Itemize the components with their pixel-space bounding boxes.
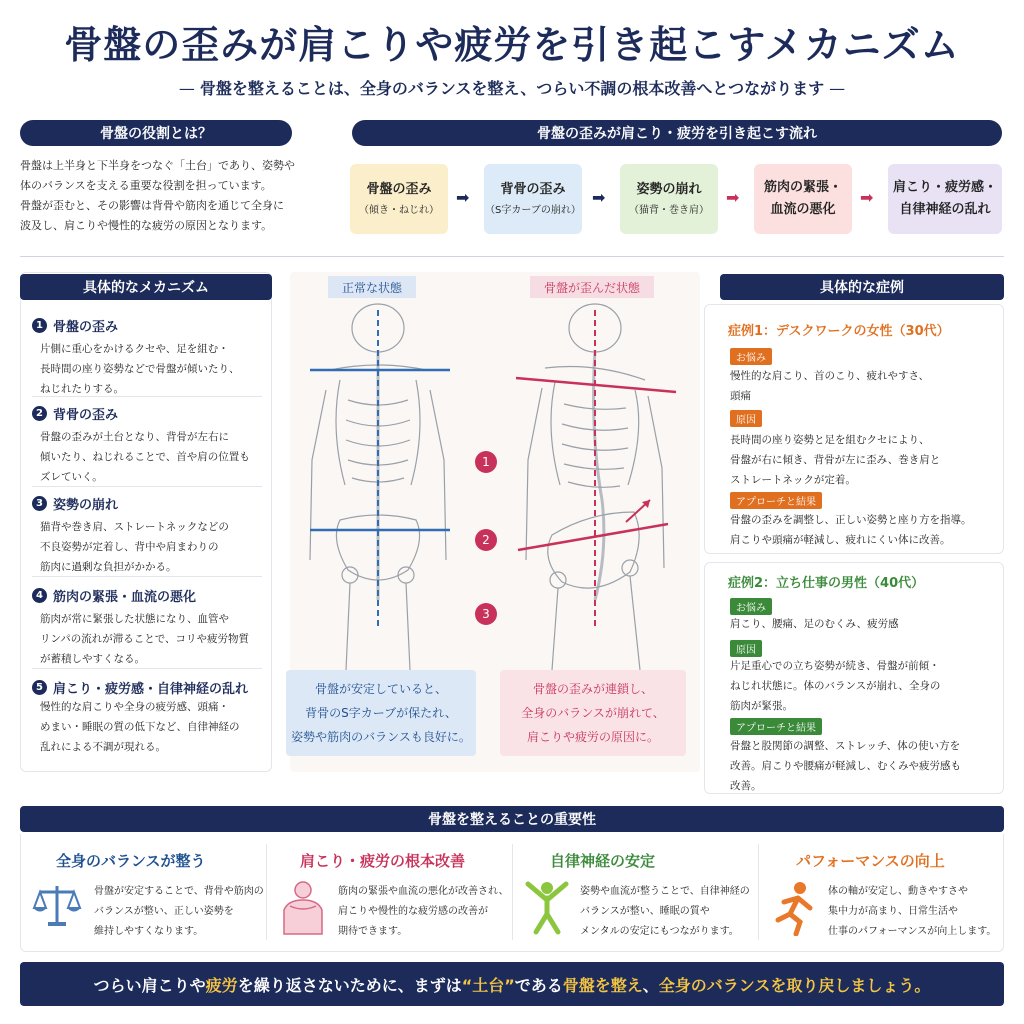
marker-3: 3 (475, 603, 497, 625)
mechanism-line: 片側に重心をかけるクセや、足を組む・ (40, 343, 229, 355)
normal-note (286, 670, 476, 756)
flow-step-label: 骨盤の歪み (366, 182, 432, 197)
mechanism-line: リンパの流れが滞ることで、コリや疲労物質 (40, 633, 250, 645)
arrow-right-icon: ➡ (456, 188, 470, 207)
normal-note-line: 背骨のS字カーブが保たれ、 (305, 706, 457, 720)
mechanism-line: 筋肉に過剰な負担がかかる。 (40, 561, 177, 573)
case1-title: 症例1：デスクワークの女性（30代） (728, 324, 950, 339)
arrow-right-icon: ➡ (726, 188, 740, 207)
role-line: 骨盤は上半身と下半身をつなぐ「土台」であり、姿勢や (20, 159, 295, 172)
case-line: 改善。 (730, 780, 762, 792)
importance-line: 肩こりや慢性的な疲労感の改善が (338, 906, 488, 917)
subtitle-text: 骨盤を整えることは、全身のバランスを整え、つらい不調の根本改善へとつながります (199, 79, 825, 98)
distorted-pelvis (548, 512, 639, 588)
case2-tag-cause: 原因 (730, 640, 762, 657)
case1-tag-worry: お悩み (730, 348, 772, 365)
mechanism-title: 背骨の歪み (53, 408, 119, 423)
mechanism-separator (32, 668, 262, 669)
flow-step-posture (620, 164, 718, 234)
arrow-right-icon: ➡ (860, 188, 874, 207)
importance-title: 自律神経の安定 (550, 852, 656, 870)
cases-heading: 具体的な症例 (720, 274, 1004, 300)
case-line: 頭痛 (730, 390, 751, 402)
case1-worry-text (730, 366, 929, 406)
mechanism-line: 不良姿勢が定着し、背中や肩まわりの (40, 541, 219, 553)
distorted-hip-right (622, 560, 638, 576)
flow-step-sub: （猫背・巻き肩） (629, 205, 709, 216)
case-line: ねじれ状態に。体のバランスが崩れ、全身の (730, 680, 941, 692)
distorted-note-line: 全身のバランスが崩れて、 (521, 706, 665, 720)
case1-approach-text (730, 510, 972, 550)
mechanism-title: 骨盤の歪み (53, 320, 119, 335)
mechanism-line: 骨盤の歪みが土台となり、背骨が左右に (40, 431, 229, 443)
distorted-note-line: 骨盤の歪みが連鎖し、 (532, 682, 653, 696)
mechanism-line: 傾いたり、ねじれることで、首や肩の位置も (40, 451, 250, 463)
importance-text (94, 882, 264, 942)
mechanism-separator (32, 396, 262, 397)
importance-text (828, 882, 996, 942)
importance-line: 体の軸が安定し、動きやすさや (828, 886, 968, 897)
flow-step-pelvis (350, 164, 448, 234)
importance-line: 維持しやすくなります。 (94, 926, 204, 937)
marker-2: 2 (475, 529, 497, 551)
role-line: 波及し、肩こりや慢性的な疲労の原因となります。 (20, 219, 273, 232)
case-line: 骨盤と股関節の調整、ストレッチ、体の使い方を (730, 740, 961, 752)
footer-highlight: 疲労 (205, 975, 238, 995)
importance-line: 姿勢や血流が整うことで、自律神経の (580, 886, 750, 897)
shoulder-body-icon (278, 880, 328, 936)
importance-title: 全身のバランスが整う (56, 852, 206, 870)
number-badge: 3 (32, 496, 47, 511)
page-subtitle (0, 76, 1024, 99)
mechanism-line: 乱れによる不調が現れる。 (40, 741, 166, 753)
number-badge: 4 (32, 588, 47, 603)
importance-line: 筋肉の緊張や血流の悪化が改善され、 (338, 886, 509, 897)
case-line: 筋肉が緊張。 (730, 700, 793, 712)
footer-highlight: 骨盤を整え (562, 975, 643, 995)
mechanism-line: 猫背や巻き肩、ストレートネックなどの (40, 521, 229, 533)
flow-step-label-2: 血流の悪化 (770, 202, 836, 217)
flow-step-label-2: 自律神経の乱れ (899, 202, 991, 217)
importance-line: メンタルの安定にもつながります。 (580, 926, 739, 937)
case-line: ストレートネックが定着。 (730, 474, 856, 486)
case2-tag-worry: お悩み (730, 598, 772, 615)
footer-text: つらい肩こりや (93, 975, 206, 995)
mechanism-item (32, 404, 262, 487)
case2-approach-text (730, 736, 961, 796)
mechanism-item (32, 586, 262, 669)
mechanism-separator (32, 486, 262, 487)
case1-tag-approach: アプローチと結果 (730, 492, 822, 509)
importance-title: 肩こり・疲労の根本改善 (300, 852, 466, 870)
mechanism-line: 慢性的な肩こりや全身の疲労感、頭痛・ (40, 701, 229, 713)
flow-step-label: 筋肉の緊張・ (763, 180, 842, 195)
arrow-right-icon: ➡ (592, 188, 606, 207)
case-line: 長時間の座り姿勢と足を組むクセにより、 (730, 434, 930, 446)
distorted-note-line: 肩こりや疲労の原因に。 (526, 730, 659, 744)
normal-note-line: 骨盤が安定していると、 (314, 682, 447, 696)
case2-cause-text (730, 656, 940, 716)
footer-banner (20, 962, 1004, 1006)
importance-text (338, 882, 509, 942)
importance-line: バランスが整い、睡眠の質や (580, 906, 710, 917)
dash-left: — (178, 79, 200, 98)
footer-highlight: 全身のバランスを取り戻しましょう。 (658, 975, 931, 995)
importance-separator (266, 844, 267, 940)
case-line: 慢性的な肩こり、首のこり、疲れやすさ、 (730, 370, 930, 382)
case-line: 片足重心での立ち姿勢が続き、骨盤が前傾・ (730, 660, 940, 672)
role-line: 体のバランスを支える重要な役割を担っています。 (20, 179, 272, 192)
importance-line: 期待できます。 (338, 926, 408, 937)
mechanism-item (32, 678, 262, 757)
importance-separator (512, 844, 513, 940)
flow-step-label: 背骨の歪み (500, 182, 566, 197)
importance-line: バランスが整い、正しい姿勢を (94, 906, 234, 917)
mechanism-line: ねじれたりする。 (40, 383, 124, 395)
mechanism-item (32, 316, 262, 399)
importance-line: 仕事のパフォーマンスが向上します。 (828, 926, 997, 937)
flow-step-label: 姿勢の崩れ (636, 182, 702, 197)
distorted-state-label: 骨盤が歪んだ状態 (530, 276, 654, 298)
running-person-icon (772, 880, 818, 936)
mechanism-item (32, 494, 262, 577)
mechanism-line: 筋肉が常に緊張した状態になり、血管や (40, 613, 229, 625)
importance-heading: 骨盤を整えることの重要性 (20, 806, 1004, 832)
footer-text: を繰り返さないために、まずは (237, 975, 462, 995)
mechanism-title: 肩こり・疲労感・自律神経の乱れ (53, 682, 249, 697)
case1-cause-text (730, 430, 940, 490)
dash-right: — (824, 79, 846, 98)
number-badge: 1 (32, 318, 47, 333)
footer-text: 、 (642, 975, 659, 995)
flow-step-spine (484, 164, 582, 234)
importance-line: 集中力が高まり、日常生活や (828, 906, 958, 917)
flow-step-sub: （傾き・ねじれ） (359, 205, 439, 216)
case-line: 肩こり、腰痛、足のむくみ、疲労感 (730, 618, 899, 630)
flow-step-label: 肩こり・疲労感・ (892, 180, 997, 195)
distorted-note (500, 670, 686, 756)
mechanism-line: めまい・睡眠の質の低下など、自律神経の (40, 721, 240, 733)
balance-scale-icon (32, 880, 82, 930)
importance-line: 骨盤が安定することで、背骨や筋肉の (94, 886, 264, 897)
footer-text: である (514, 975, 563, 995)
importance-separator (758, 844, 759, 940)
importance-text (580, 882, 750, 942)
role-line: 骨盤が歪むと、その影響は背骨や筋肉を通じて全身に (20, 199, 284, 212)
marker-1: 1 (475, 451, 497, 473)
mechanism-title: 姿勢の崩れ (53, 498, 119, 513)
mechanism-separator (32, 576, 262, 577)
importance-title: パフォーマンスの向上 (796, 852, 945, 870)
case-line: 骨盤の歪みを調整し、正しい姿勢と座り方を指導。 (730, 514, 972, 526)
flow-heading: 骨盤の歪みが肩こり・疲労を引き起こす流れ (352, 120, 1002, 146)
case2-title: 症例2：立ち仕事の男性（40代） (728, 576, 925, 591)
flow-step-muscle (754, 164, 852, 234)
distorted-hip-left (550, 572, 566, 588)
case1-tag-cause: 原因 (730, 410, 762, 427)
case2-tag-approach: アプローチと結果 (730, 718, 822, 735)
number-badge: 5 (32, 680, 47, 695)
flow-step-sub: （S字カーブの崩れ） (485, 205, 581, 216)
mechanism-line: 長時間の座り姿勢などで骨盤が傾いたり、 (40, 363, 240, 375)
page-title: 骨盤の歪みが肩こりや疲労を引き起こすメカニズム (64, 23, 960, 67)
distorted-pelvis-line (518, 524, 668, 550)
case-line: 改善。肩こりや腰痛が軽減し、むくみや疲労感も (730, 760, 961, 772)
mechanism-heading: 具体的なメカニズム (20, 274, 272, 300)
section-divider (20, 256, 1004, 257)
mechanism-line: ズレていく。 (40, 471, 103, 483)
case-line: 骨盤が右に傾き、背骨が左に歪み、巻き肩と (730, 454, 941, 466)
normal-note-line: 姿勢や筋肉のバランスも良好に。 (291, 730, 471, 744)
mechanism-title: 筋肉の緊張・血流の悪化 (53, 590, 197, 605)
mechanism-line: が蓄積しやすくなる。 (40, 653, 145, 665)
role-text (20, 156, 320, 236)
case2-worry-text (730, 614, 899, 634)
role-heading: 骨盤の役割とは？ (20, 120, 292, 146)
footer-highlight: “土台” (461, 975, 515, 995)
number-badge: 2 (32, 406, 47, 421)
normal-state-label: 正常な状態 (328, 276, 416, 298)
stretch-person-icon (524, 880, 570, 936)
case-line: 肩こりや頭痛が軽減し、疲れにくい体に改善。 (730, 534, 951, 546)
flow-step-symptoms (888, 164, 1002, 234)
